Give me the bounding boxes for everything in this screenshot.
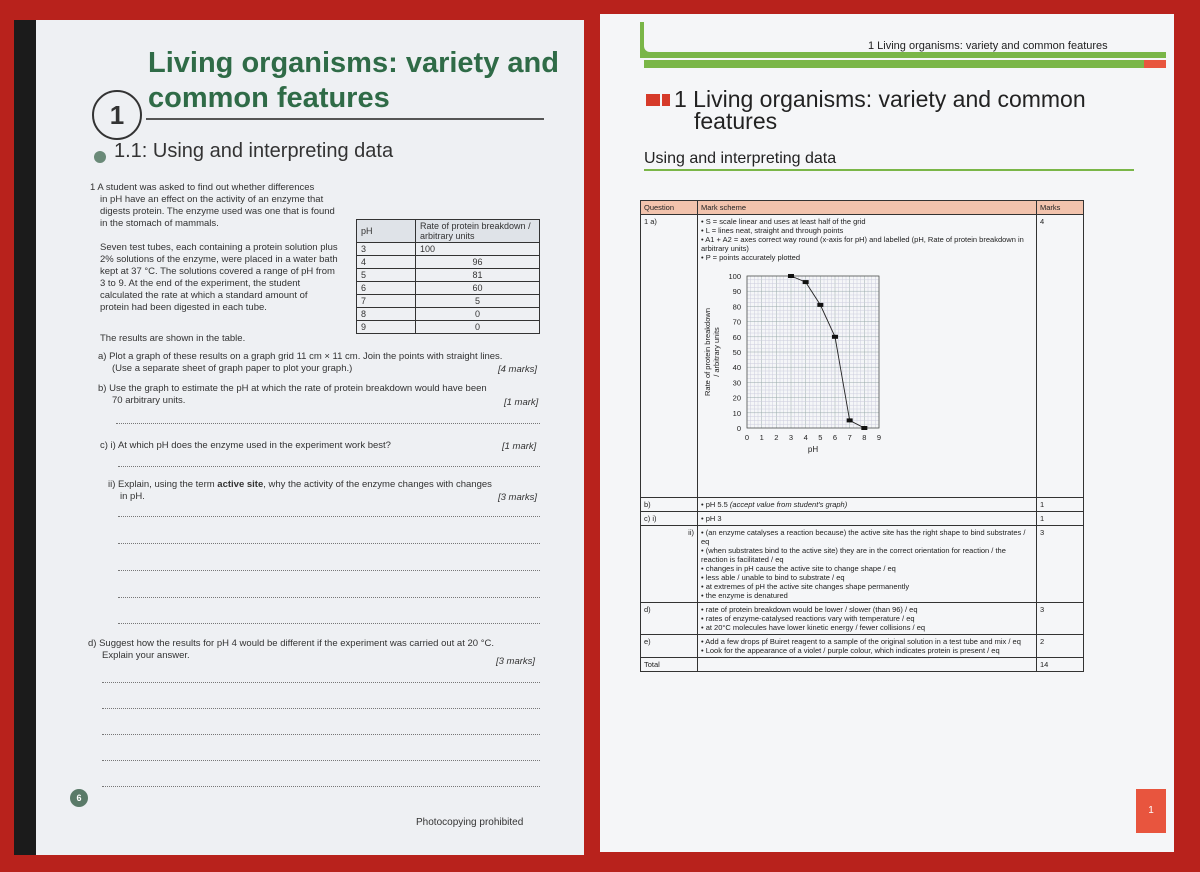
- y-axis-label: / arbitrary units: [712, 327, 721, 377]
- right-page: [600, 14, 1174, 852]
- answer-line[interactable]: [118, 597, 540, 598]
- running-head: 1 Living organisms: variety and common features: [868, 40, 1108, 52]
- y-tick-label: 10: [732, 408, 741, 418]
- x-tick-label: 9: [876, 433, 882, 442]
- answer-line[interactable]: [118, 543, 540, 544]
- table-row: e) • Add a few drops pf Buiret reagent to a sample of the original solution in a test tube and mix / eq • Look for the appearance of a violet / purple colour, which indicates protein is present / eq 2: [641, 635, 1084, 658]
- table-row: c) i) • pH 3 1: [641, 512, 1084, 526]
- answer-line[interactable]: [102, 734, 540, 735]
- question-b-marks: [1 mark]: [504, 397, 539, 408]
- question-d: d) Suggest how the results for pH 4 would be different if the experiment was carried out at 20 °C. Explain your answer.: [88, 638, 495, 661]
- page-number: 1: [1136, 789, 1166, 833]
- x-tick-label: 0: [744, 433, 750, 442]
- question-a: a) Plot a graph of these results on a graph grid 11 cm × 11 cm. Join the points with straight lines. (Use a separate sheet of graph paper to plot your graph.): [98, 351, 503, 374]
- section-bullet-icon: [94, 151, 106, 163]
- table-row: 9 0: [357, 321, 540, 334]
- table-header-rate: Rate of protein breakdown / arbitrary units: [416, 220, 540, 243]
- page-number: 6: [70, 789, 88, 807]
- answer-line[interactable]: [102, 760, 540, 761]
- chapter-number-badge: 1: [92, 90, 142, 140]
- x-tick-label: 7: [847, 433, 852, 442]
- y-tick-label: 100: [728, 272, 741, 281]
- x-tick-label: 4: [803, 433, 808, 442]
- y-tick-label: 40: [732, 363, 741, 373]
- table-row: ii) • (an enzyme catalyses a reaction because) the active site has the right shape to bind substrates / eq • (when substrates bind to the active site) they are in the correct orientation for reaction / the reaction is facilitated / eq • changes in pH cause the active site to change shape / eq • less able / unable to bind to substrate / eq • at extremes of pH the active site changes shape permanently • the enzyme is denatured 3: [641, 526, 1084, 603]
- x-axis-label: pH: [807, 445, 819, 454]
- y-tick-label: 0: [736, 424, 741, 433]
- section-title: 1.1: Using and interpreting data: [114, 140, 394, 162]
- table-header-ph: pH: [357, 220, 416, 243]
- answer-line[interactable]: [118, 516, 540, 517]
- table-row: 3 100: [357, 243, 540, 256]
- header-rule-red: [1144, 60, 1166, 68]
- data-point: [788, 274, 794, 278]
- question-body: Seven test tubes, each containing a protein solution plus 2% solutions of the enzyme, were placed in a water bath kept at 37 °C. The solutions covered a range of pH from 3 to 9. At the end of the experiment, the student calculated the rate at which a standard amount of protein had been digested in each tube.: [100, 242, 338, 313]
- chapter-marker-icon: [646, 94, 660, 106]
- results-note: The results are shown in the table.: [100, 333, 246, 344]
- answer-line[interactable]: [118, 466, 540, 467]
- header-mark-scheme: Mark scheme: [698, 201, 1037, 215]
- table-row: 1 a) • S = scale linear and uses at least half of the grid • L = lines neat, straight and through points • A1 + A2 = axes correct way round (x-axis for pH) and labelled (pH, Rate of protein breakdown in arbitrary units) • P = points accurately plotted 0 1 2 3 4 5 6 7 8 9 0 10 20 30 40 50 60 70 80 90 100 pH Rate of protein breakdown / arbitrary units 4: [641, 215, 1084, 498]
- x-tick-label: 1: [759, 433, 764, 442]
- table-row: b) • pH 5.5 (accept value from student's graph) 1: [641, 498, 1084, 512]
- chapter-title-line2: common features: [148, 82, 390, 114]
- y-tick-label: 80: [732, 302, 741, 312]
- question-c-ii: ii) Explain, using the term active site, why the activity of the enzyme changes with changes in pH.: [108, 479, 492, 502]
- question-b: b) Use the graph to estimate the pH at which the rate of protein breakdown would have been 70 arbitrary units.: [98, 383, 487, 406]
- answer-line[interactable]: [102, 786, 540, 787]
- question-c-i-marks: [1 mark]: [502, 441, 537, 452]
- data-point: [832, 335, 838, 339]
- y-tick-label: 20: [732, 393, 741, 403]
- question-c-ii-marks: [3 marks]: [498, 492, 538, 503]
- chapter-marker-icon: [662, 94, 670, 106]
- ph-rate-chart: [701, 264, 901, 464]
- y-tick-label: 60: [732, 332, 741, 342]
- y-tick-label: 70: [732, 317, 741, 327]
- mark-scheme-table: [640, 200, 1084, 672]
- answer-line[interactable]: [102, 708, 540, 709]
- x-tick-label: 5: [818, 433, 823, 442]
- chapter-title-line1: Living organisms: variety and: [148, 47, 559, 79]
- x-tick-label: 8: [862, 433, 867, 442]
- y-tick-label: 50: [732, 348, 741, 357]
- header-rule-green: [644, 60, 1144, 68]
- footer-note: Photocopying prohibited: [416, 817, 524, 828]
- data-point: [861, 426, 867, 430]
- table-row: d) • rate of protein breakdown would be lower / slower (than 96) / eq • rates of enzyme-catalysed reactions vary with temperature / eq • at 20°C molecules have lower kinetic energy / fewer collisions / eq 3: [641, 603, 1084, 635]
- data-point: [803, 280, 809, 284]
- y-axis-label: Rate of protein breakdown: [703, 308, 712, 396]
- page-title: 1 Living organisms: variety and common features: [674, 86, 1086, 134]
- data-point: [817, 303, 823, 307]
- header-question: Question: [641, 201, 698, 215]
- table-row: Total 14: [641, 658, 1084, 672]
- table-row: 7 5: [357, 295, 540, 308]
- answer-line[interactable]: [102, 682, 540, 683]
- question-intro: 1 A student was asked to find out whether differences in pH have an effect on the activity of an enzyme that digests protein. The enzyme used was one that is found in the stomach of mammals.: [90, 182, 335, 229]
- table-header-row: [641, 201, 1084, 215]
- sub-heading-rule: [644, 169, 1134, 171]
- table-row: 4 96: [357, 256, 540, 269]
- table-row: 8 0: [357, 308, 540, 321]
- sub-heading: Using and interpreting data: [644, 150, 837, 167]
- y-tick-label: 90: [732, 287, 741, 297]
- results-table: [356, 219, 540, 334]
- x-tick-label: 2: [774, 433, 779, 442]
- left-page: [14, 20, 584, 855]
- header-marks: Marks: [1037, 201, 1084, 215]
- y-tick-label: 30: [732, 378, 741, 388]
- answer-line[interactable]: [116, 423, 540, 424]
- x-tick-label: 6: [832, 433, 838, 442]
- chapter-title: [148, 46, 559, 116]
- answer-line[interactable]: [118, 570, 540, 571]
- question-d-marks: [3 marks]: [496, 656, 536, 667]
- title-rule: [146, 118, 544, 120]
- x-tick-label: 3: [788, 433, 794, 442]
- data-point: [847, 418, 853, 422]
- table-row: 6 60: [357, 282, 540, 295]
- question-a-marks: [4 marks]: [498, 364, 538, 375]
- answer-line[interactable]: [118, 623, 540, 624]
- table-row: 5 81: [357, 269, 540, 282]
- question-c-i: c) i) At which pH does the enzyme used in the experiment work best?: [100, 440, 391, 451]
